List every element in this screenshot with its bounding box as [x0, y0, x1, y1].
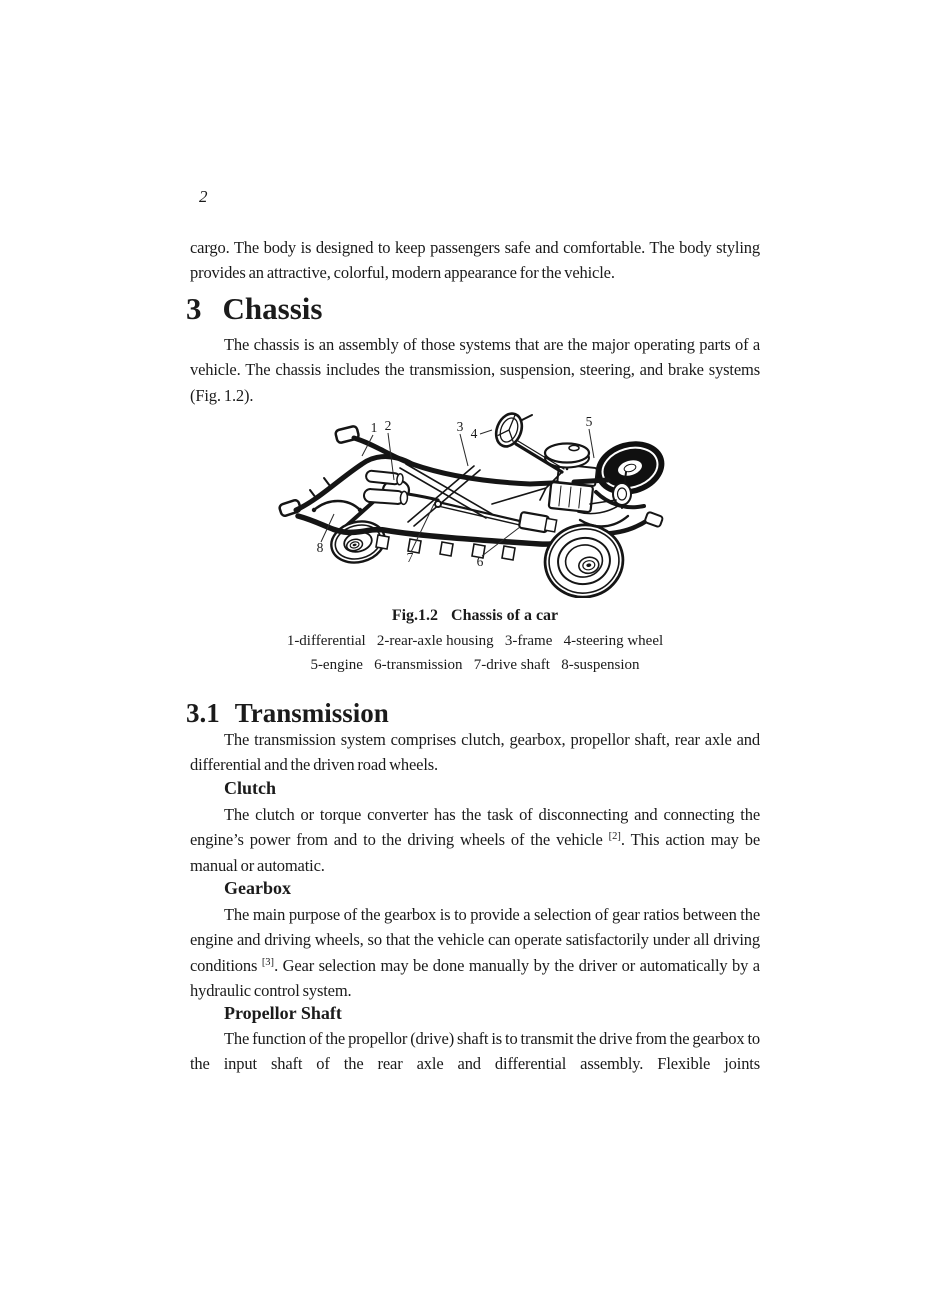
gearbox-text: The main purpose of the gearbox is to provide a selection of gear ratios between the engine and driving wheels, so that the vehicle can operate satisfactorily under all driving conditions — [190, 905, 760, 975]
clutch-text-after: . This action may be manual or automatic. — [190, 830, 760, 875]
propellor-paragraph: The function of the propellor (drive) shaft is to transmit the drive from the gearbox to the input shaft of the rear axle and differential assembly. Flexible joints — [190, 1029, 760, 1074]
reference-marker-2: [2] — [608, 831, 621, 843]
figure-callout-5: 5 — [585, 414, 593, 429]
page-number: 2 — [199, 187, 208, 206]
clutch-text: The clutch or torque converter has the task of disconnecting and connecting the engine’s power from and to the driving wheels of the vehicle — [190, 805, 760, 850]
figure-callout-6: 6 — [476, 554, 484, 569]
section-heading-chassis — [186, 292, 322, 326]
section-heading-transmission — [186, 698, 389, 728]
drive-shaft-drawing — [435, 501, 527, 527]
gearbox-heading: Gearbox — [224, 878, 291, 898]
figure-callout-4: 4 — [470, 426, 478, 441]
clutch-heading: Clutch — [224, 778, 277, 798]
intro-paragraph: cargo. The body is designed to keep passengers safe and comfortable. The body styling provides an attractive, colorful, modern appearance for the vehicle. — [190, 238, 760, 283]
figure-legend-line2: 5-engine 6-transmission 7-drive shaft 8-suspension — [310, 657, 640, 673]
figure-callout-2: 2 — [384, 418, 392, 433]
rear-leaf-spring — [312, 501, 362, 512]
chassis-paragraph: The chassis is an assembly of those systems that are the major operating parts of a vehicle. The chassis includes the transmission, suspension, steering, and brake systems (Fig. 1.2). — [190, 335, 760, 405]
figure-callout-8: 8 — [316, 540, 324, 555]
figure-legend-line1: 1-differential 2-rear-axle housing 3-frame 4-steering wheel — [286, 633, 664, 649]
transmission-paragraph: The transmission system comprises clutch, gearbox, propellor shaft, rear axle and differential and the driven road wheels. — [190, 730, 760, 775]
section-title: Transmission — [234, 698, 389, 728]
figure-caption-title: Chassis of a car — [451, 607, 559, 624]
section-number: 3 — [186, 291, 202, 326]
figure-callout-3: 3 — [456, 419, 464, 434]
figure-callout-7: 7 — [406, 550, 414, 565]
section-title: Chassis — [222, 291, 323, 326]
figure-caption-label: Fig.1.2 — [391, 607, 439, 624]
reference-marker-3: [3] — [261, 956, 275, 968]
propellor-heading: Propellor Shaft — [224, 1003, 342, 1023]
clutch-paragraph — [190, 802, 760, 878]
figure-callout-1: 1 — [370, 420, 378, 435]
chassis-figure — [278, 408, 668, 598]
gearbox-text-after: . Gear selection may be done manually by the driver or automatically by a hydraulic control system. — [190, 955, 760, 1000]
transmission-drawing — [519, 512, 557, 534]
section-number: 3.1 — [186, 698, 220, 728]
figure-caption — [190, 606, 760, 626]
gearbox-paragraph — [190, 902, 760, 1003]
engine-drawing — [545, 444, 597, 513]
